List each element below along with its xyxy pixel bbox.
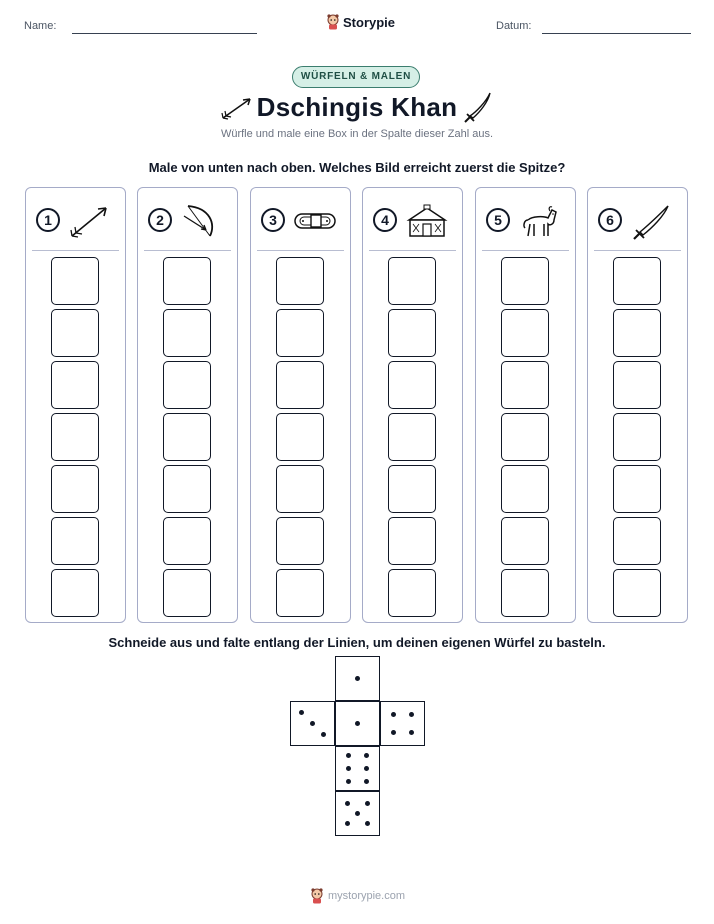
- column-divider: [32, 250, 119, 251]
- dice-face: [335, 701, 380, 746]
- column-header: [486, 202, 566, 242]
- dice-pip: [345, 821, 350, 826]
- column-5: [475, 187, 576, 623]
- column-number: 6: [598, 208, 622, 232]
- brand-logo: [326, 14, 395, 30]
- color-box[interactable]: [613, 569, 661, 617]
- column-divider: [369, 250, 456, 251]
- column-divider: [594, 250, 681, 251]
- color-box[interactable]: [388, 517, 436, 565]
- dice-face: [380, 701, 425, 746]
- column-divider: [482, 250, 569, 251]
- color-box[interactable]: [163, 309, 211, 357]
- dice-pip: [346, 779, 351, 784]
- column-2: [137, 187, 238, 623]
- column-3: [250, 187, 351, 623]
- color-box[interactable]: [501, 465, 549, 513]
- dice-pip: [355, 811, 360, 816]
- dice-pip: [365, 821, 370, 826]
- color-box[interactable]: [163, 361, 211, 409]
- color-box[interactable]: [501, 517, 549, 565]
- dice-face: [335, 746, 380, 791]
- color-box[interactable]: [501, 361, 549, 409]
- column-header: [148, 202, 228, 242]
- dice-face: [290, 701, 335, 746]
- arrow-icon: [68, 202, 112, 240]
- name-line[interactable]: [72, 33, 257, 34]
- storypie-mascot-icon: [326, 14, 340, 30]
- color-box[interactable]: [163, 517, 211, 565]
- instruction-bottom: Schneide aus und falte entlang der Linien, um deinen eigenen Würfel zu basteln.: [108, 635, 606, 650]
- color-box[interactable]: [163, 413, 211, 461]
- dice-pip: [355, 676, 360, 681]
- color-box[interactable]: [276, 569, 324, 617]
- color-box[interactable]: [388, 257, 436, 305]
- dice-pip: [321, 732, 326, 737]
- column-header: [373, 202, 453, 242]
- dice-pip: [364, 753, 369, 758]
- page-title: Dschingis Khan: [256, 92, 458, 122]
- footer-url: mystorypie.com: [328, 890, 406, 902]
- saber-icon: [630, 202, 674, 240]
- bow-icon: [180, 202, 224, 240]
- dice-pip: [409, 730, 414, 735]
- color-box[interactable]: [51, 361, 99, 409]
- dice-pip: [346, 753, 351, 758]
- belt-icon: [293, 202, 337, 240]
- column-number: 3: [261, 208, 285, 232]
- color-box[interactable]: [163, 465, 211, 513]
- category-badge: WÜRFELN & MALEN: [292, 66, 420, 88]
- color-box[interactable]: [501, 257, 549, 305]
- color-box[interactable]: [388, 309, 436, 357]
- color-box[interactable]: [276, 465, 324, 513]
- dice-pip: [345, 801, 350, 806]
- color-box[interactable]: [163, 569, 211, 617]
- dice-pip: [310, 721, 315, 726]
- horse-icon: [518, 202, 562, 240]
- color-box[interactable]: [501, 309, 549, 357]
- dice-pip: [409, 712, 414, 717]
- color-box[interactable]: [163, 257, 211, 305]
- dice-pip: [364, 766, 369, 771]
- column-number: 1: [36, 208, 60, 232]
- brand-name: Storypie: [343, 14, 396, 30]
- column-divider: [144, 250, 231, 251]
- dice-pip: [391, 730, 396, 735]
- dice-pip: [365, 801, 370, 806]
- color-box[interactable]: [51, 309, 99, 357]
- color-box[interactable]: [613, 517, 661, 565]
- instruction-top: Male von unten nach oben. Welches Bild erreicht zuerst die Spitze?: [148, 160, 566, 175]
- column-1: [25, 187, 126, 623]
- color-box[interactable]: [501, 569, 549, 617]
- color-box[interactable]: [51, 465, 99, 513]
- color-box[interactable]: [51, 413, 99, 461]
- column-header: [36, 202, 116, 242]
- color-box[interactable]: [613, 361, 661, 409]
- color-box[interactable]: [613, 413, 661, 461]
- dice-pip: [299, 710, 304, 715]
- color-box[interactable]: [613, 309, 661, 357]
- column-number: 4: [373, 208, 397, 232]
- subtitle: Würfle und male eine Box in der Spalte dieser Zahl aus.: [220, 128, 494, 140]
- color-box[interactable]: [51, 517, 99, 565]
- color-box[interactable]: [388, 413, 436, 461]
- dice-pip: [364, 779, 369, 784]
- color-box[interactable]: [388, 465, 436, 513]
- dice-face: [335, 656, 380, 701]
- column-number: 5: [486, 208, 510, 232]
- yurt-icon: [405, 202, 449, 240]
- color-box[interactable]: [276, 257, 324, 305]
- color-box[interactable]: [388, 569, 436, 617]
- column-4: [362, 187, 463, 623]
- storypie-mascot-icon: [310, 888, 324, 904]
- color-box[interactable]: [613, 257, 661, 305]
- saber-decoration-icon: [462, 90, 494, 124]
- dice-face: [335, 791, 380, 836]
- column-header: [261, 202, 341, 242]
- color-box[interactable]: [276, 517, 324, 565]
- color-box[interactable]: [276, 309, 324, 357]
- date-label: Datum:: [496, 20, 532, 32]
- color-box[interactable]: [613, 465, 661, 513]
- color-box[interactable]: [388, 361, 436, 409]
- dice-pip: [355, 721, 360, 726]
- dice-pip: [346, 766, 351, 771]
- name-label: Name:: [24, 20, 57, 32]
- color-box[interactable]: [276, 361, 324, 409]
- column-header: [598, 202, 678, 242]
- date-line[interactable]: [542, 33, 691, 34]
- column-6: [587, 187, 688, 623]
- footer: [310, 888, 405, 904]
- color-box[interactable]: [51, 257, 99, 305]
- column-divider: [257, 250, 344, 251]
- color-box[interactable]: [276, 413, 324, 461]
- color-box[interactable]: [501, 413, 549, 461]
- color-box[interactable]: [51, 569, 99, 617]
- column-number: 2: [148, 208, 172, 232]
- dice-pip: [391, 712, 396, 717]
